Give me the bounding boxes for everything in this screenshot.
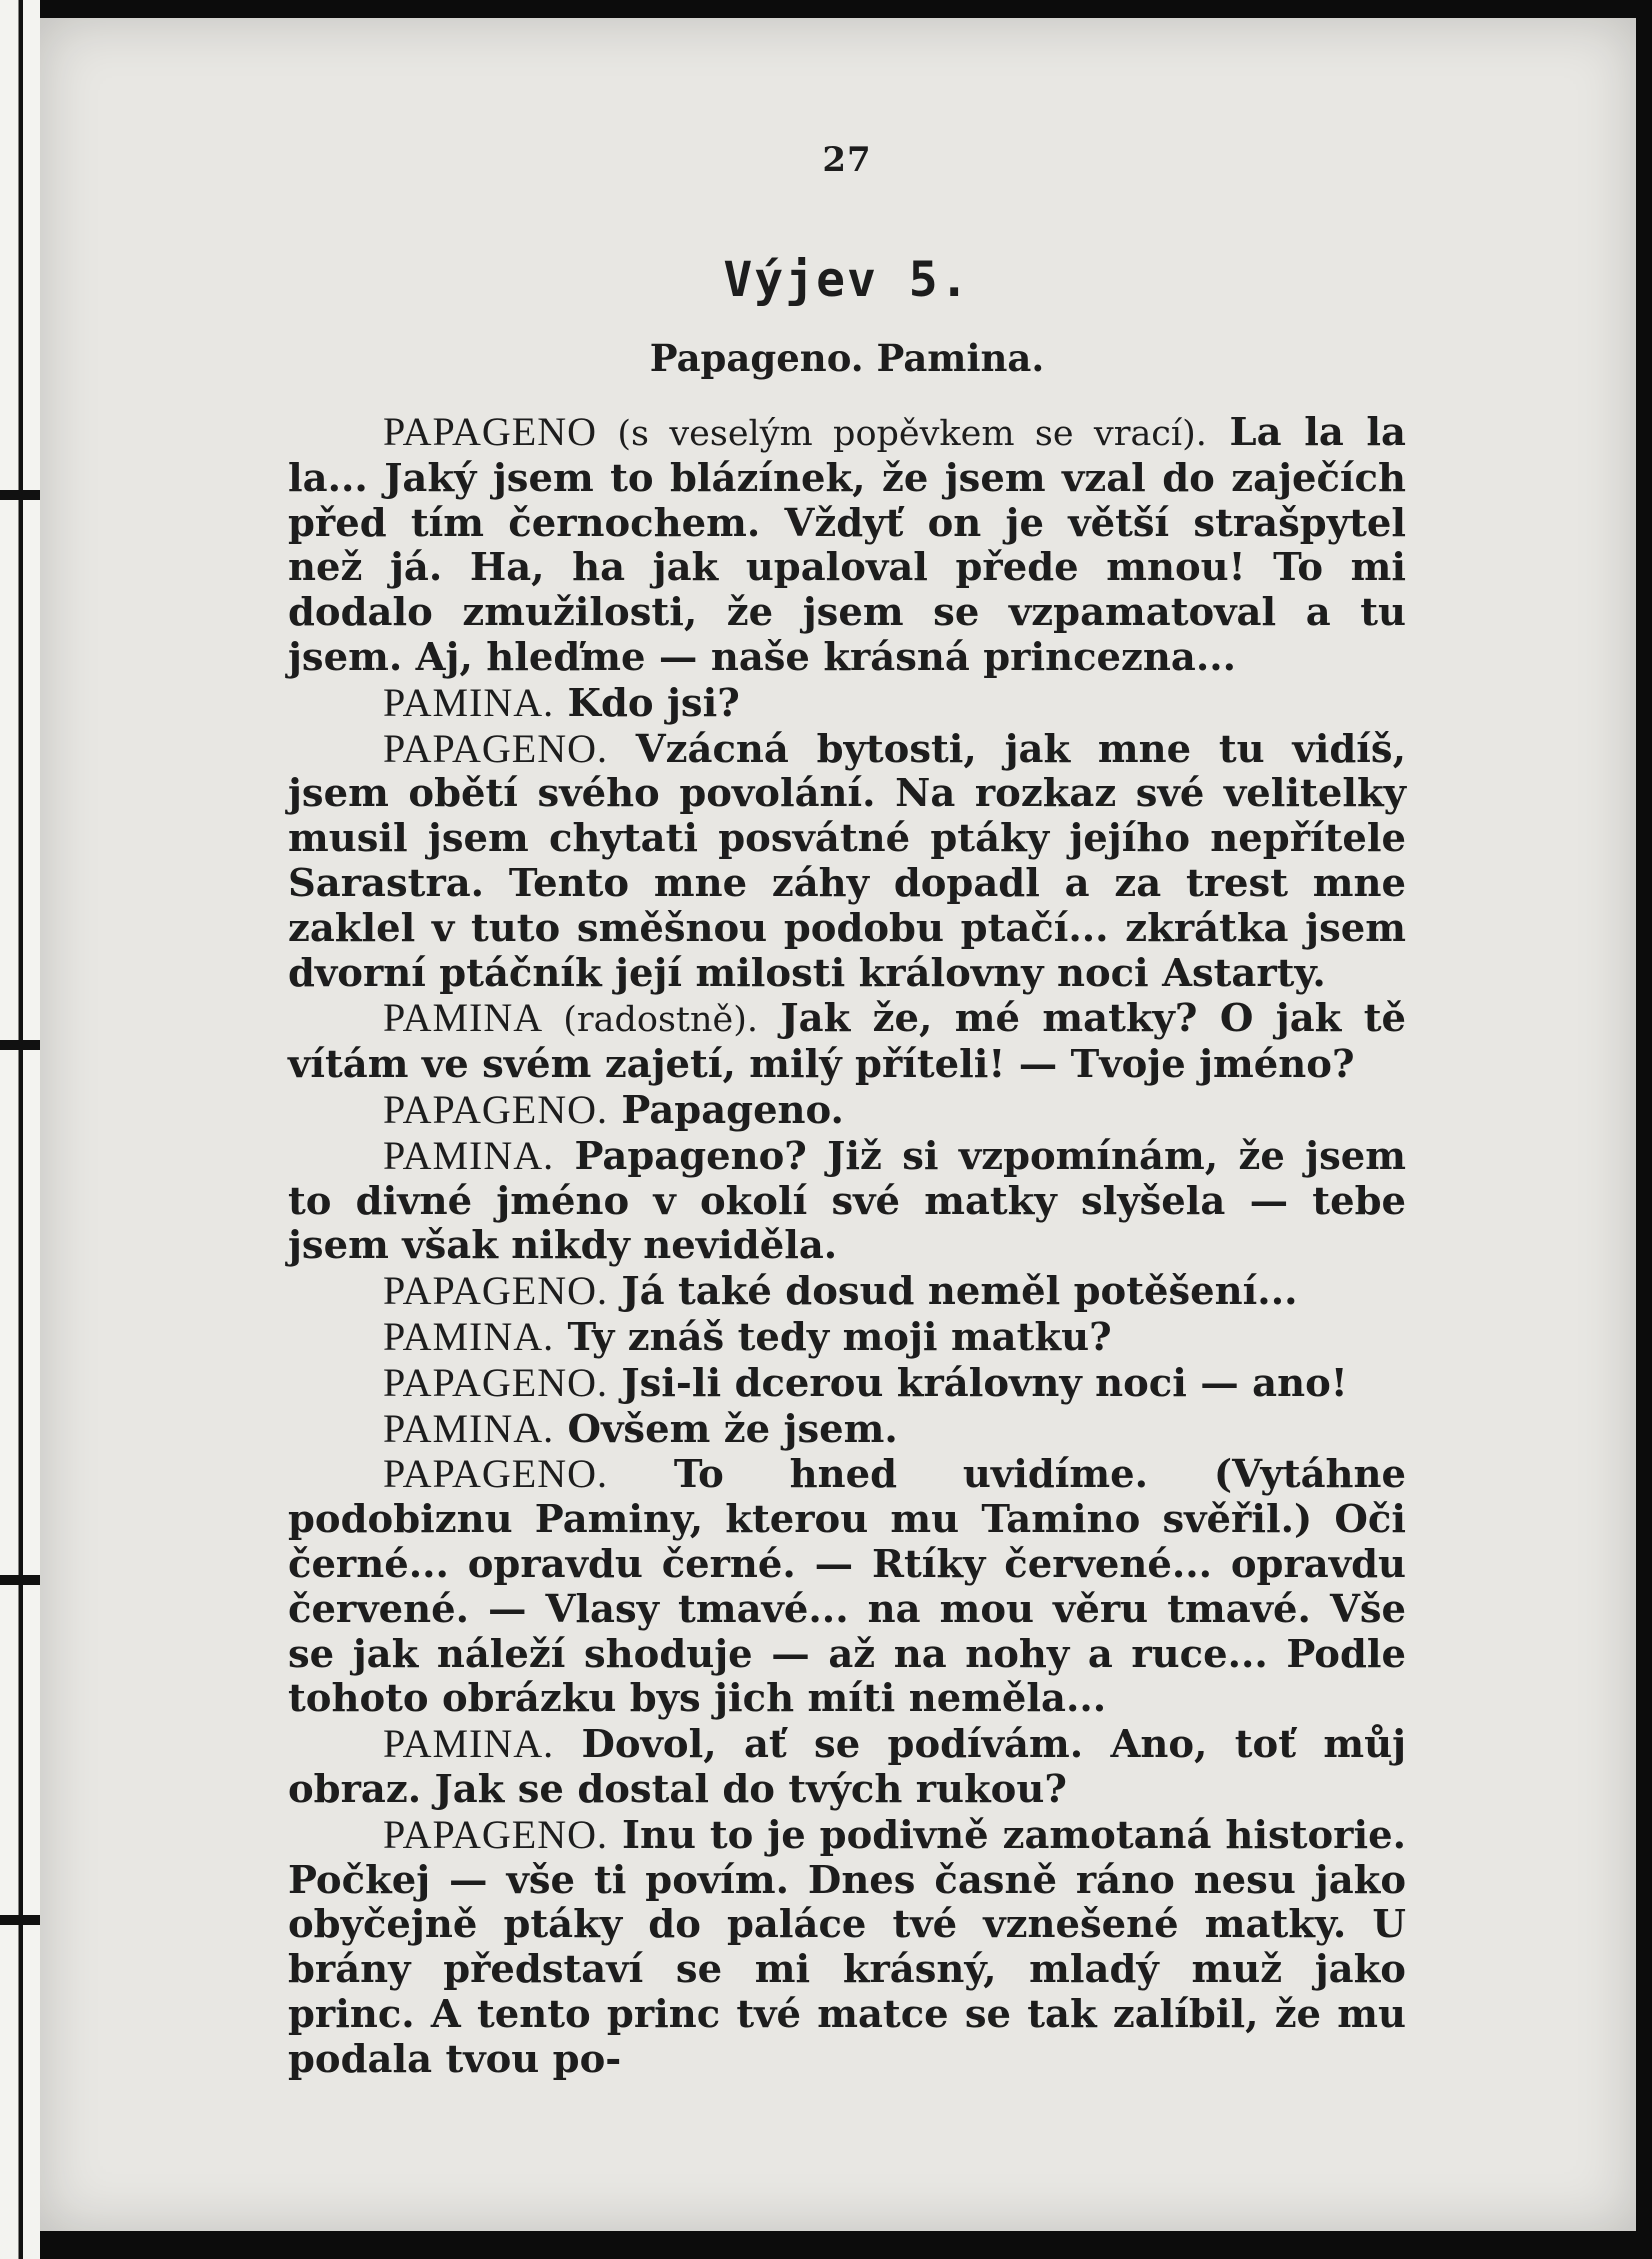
speaker-name: PAMINA. (383, 1313, 555, 1359)
speaker-name: PAPAGENO (383, 409, 598, 454)
speech-paragraph (288, 727, 1406, 997)
speaker-name: PAPAGENO. (383, 1359, 609, 1405)
speaker-name: PAMINA. (383, 1132, 555, 1178)
scene-characters: Papageno. Pamina. (649, 336, 1045, 380)
speech-text: Vzácná bytosti, jak mne tu vidíš, jsem obětí svého povolání. Na rozkaz své velitelky musil jsem chytati posvátné ptáky jejího nepřítele Sarastra. Tento mne záhy dopadl a za trest mne zaklel v tuto směšnou podobu ptačí... zkrátka jsem dvorní ptáčník její milosti královny noci Astarty. (288, 726, 1406, 996)
speech-paragraph (288, 1452, 1406, 1722)
speech-paragraph (288, 1361, 1406, 1407)
page-text (288, 140, 1406, 2082)
speech-text: Ty znáš tedy moji matku? (554, 1314, 1112, 1360)
speech-paragraph (288, 1134, 1406, 1269)
speech-paragraph (288, 681, 1406, 727)
spine-mark (0, 1040, 40, 1050)
speech-paragraph (288, 1813, 1406, 2083)
speech-paragraph (288, 1088, 1406, 1134)
spine-mark (0, 1575, 40, 1585)
speech-paragraph (288, 1722, 1406, 1813)
speaker-name: PAMINA. (383, 1721, 555, 1767)
speech-text: Ovšem že jsem. (554, 1406, 898, 1452)
spine-mark (0, 1915, 40, 1925)
speaker-name: PAMINA. (383, 1405, 555, 1451)
speech-paragraph (288, 1315, 1406, 1361)
stage-direction: (s veselým popěvkem se vrací). (597, 414, 1207, 454)
speaker-name: PAPAGENO. (383, 1811, 609, 1857)
spine-mark (0, 490, 40, 500)
speech-paragraph (288, 996, 1406, 1088)
speech-text: Jak že, mé matky? O jak tě vítám ve svém zajetí, milý příteli! — Tvoje jméno? (288, 996, 1406, 1088)
speaker-name: PAPAGENO. (383, 1268, 609, 1314)
speaker-name: PAPAGENO. (383, 1451, 609, 1497)
page-number: 27 (822, 140, 872, 180)
speech-paragraph (288, 410, 1406, 681)
scan-border (40, 2231, 1652, 2259)
speech-text: Inu to je podivně zamotaná historie. Počkej — vše ti povím. Dnes časně ráno nesu jako obyčejně ptáky do paláce tvé vznešené matky. U brány představí se mi krásný, mladý muž jako princ. A tento princ tvé matce se tak zalíbil, že mu podala tvou po- (288, 1812, 1406, 2082)
speech-text: Jsi-li dcerou královny noci — ano! (608, 1360, 1348, 1406)
speaker-name: PAPAGENO. (383, 725, 609, 771)
speech-paragraph (288, 1407, 1406, 1453)
speech-paragraph (288, 1269, 1406, 1315)
book-spine (0, 0, 40, 2259)
speech-text: To hned uvidíme. (Vytáhne podobiznu Paminy, kterou mu Tamino svěřil.) Oči černé... opravdu černé. — Rtíky červené... opravdu červené. — Vlasy tmavé... na mou věru tmavé. Vše se jak náleží shoduje — až na nohy a ruce... Podle tohoto obrázku bys jich míti neměla... (288, 1452, 1406, 1722)
speech-text: Papageno? Již si vzpomínám, že jsem to divné jméno v okolí své matky slyšela — tebe jsem však nikdy neviděla. (288, 1133, 1406, 1269)
speaker-name: PAMINA (383, 995, 544, 1041)
speech-text: Papageno. (608, 1087, 844, 1133)
scene-title: Výjev 5. (723, 252, 971, 308)
speech-text: Kdo jsi? (554, 680, 740, 726)
speech-text: Já také dosud neměl potěšení... (608, 1269, 1298, 1315)
stage-direction: (radostně). (543, 1000, 759, 1041)
speaker-name: PAMINA. (383, 679, 555, 725)
speaker-name: PAPAGENO. (383, 1086, 609, 1132)
speech-text: La la la la... Jaký jsem to blázínek, že jsem vzal do zaječích před tím černochem. Vždyť on je větší strašpytel než já. Ha, ha jak upaloval přede mnou! To mi dodalo zmužilosti, že jsem se vzpamatoval a tu jsem. Aj, hleďme — naše krásná princezna... (288, 410, 1406, 680)
speech-text: Dovol, ať se podívám. Ano, toť můj obraz. Jak se dostal do tvých rukou? (288, 1722, 1406, 1812)
